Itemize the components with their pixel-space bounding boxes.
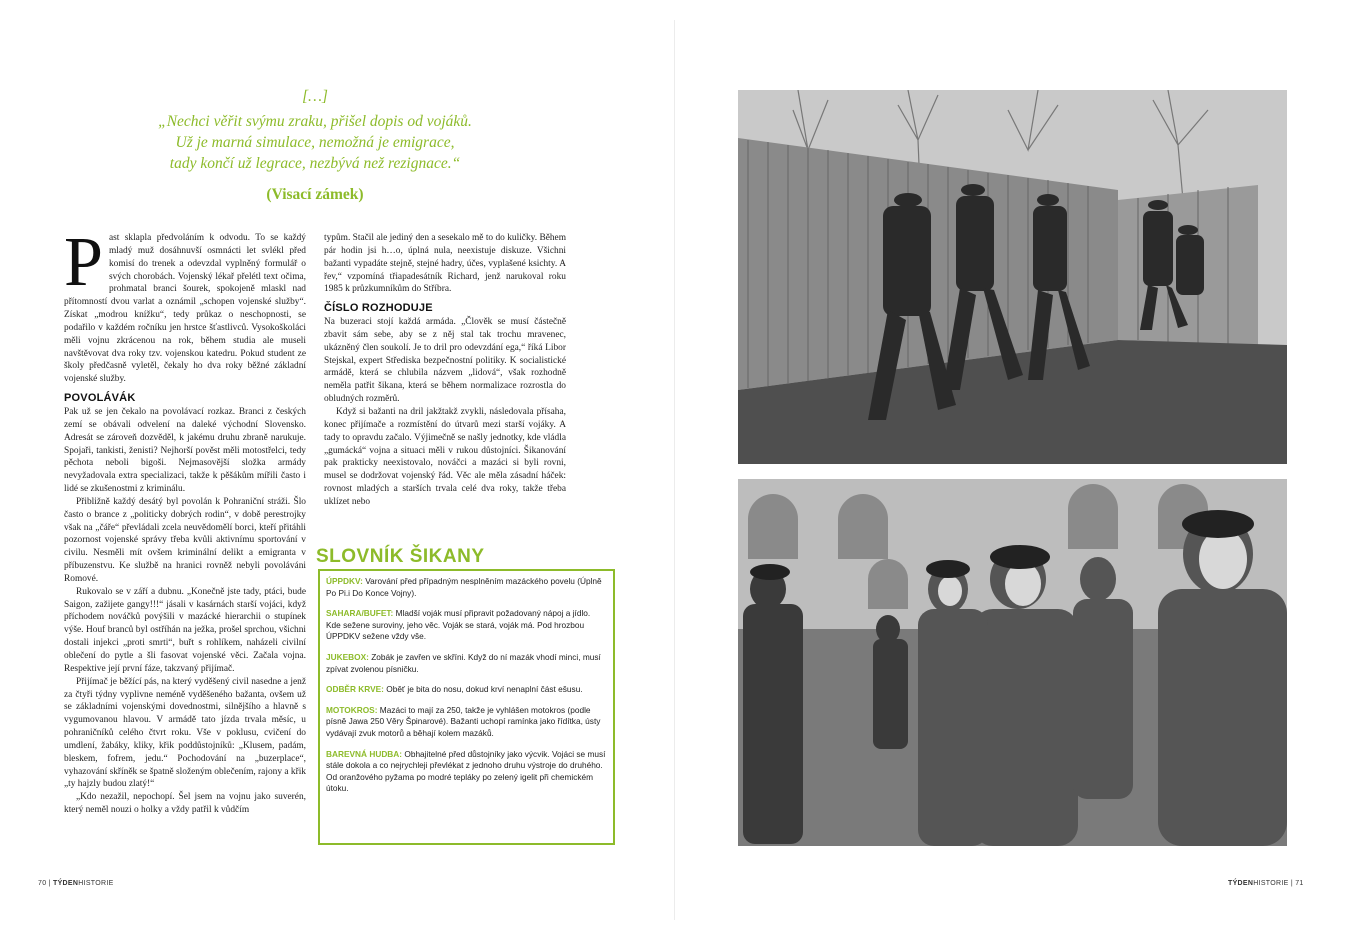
- glossary-term: JUKEBOX:: [326, 651, 369, 662]
- article-column-2: [324, 232, 566, 522]
- section-name: HISTORIE: [78, 880, 114, 887]
- subheading: POVOLÁVÁK: [64, 392, 136, 405]
- subheading: ČÍSLO ROZHODUJE: [324, 302, 433, 315]
- glossary-entry: [326, 652, 607, 675]
- article-paragraph: Pak už se jen čekalo na povolávací rozkaz. Branci z českých zemí se obávali odvelení na daleké východní Slovensko. Adresát se zároveň dozvěděl, k jakému druhu zbraně narukuje. Spojaři, tankisti, ženisti? Nejhorší pověst měli motostřelci, tedy pěchota neboli bigoši. Nejmasovější složka armády nevyžadovala extra specializaci, takže k pěšákům mířili často i lidé se zkušenostmi z kriminálu.: [64, 406, 306, 495]
- article-paragraph: typům. Stačil ale jediný den a sesekalo mě to do kuličky. Během pár hodin jsi h…o, úplná nula, neexistuje diskuze. Všichni bažanti vypadáte stejně, stejné hadry, účes, vyplašené ksichty. A řev,“ vzpomíná třiapadesátník Richard, jenž narukoval roku 1985 k průzkumníkům do Stříbra.: [324, 233, 566, 295]
- article-column-1: [64, 232, 306, 844]
- glossary-definition: Zobák je zavřen ve skříni. Když do ní mazák vhodí minci, musí zpívat zvolenou písničku.: [326, 651, 601, 674]
- glossary-entry: [326, 608, 607, 643]
- photo-soldiers-running-image: [738, 90, 1287, 464]
- page-gutter: [674, 20, 675, 920]
- glossary-entry: [326, 749, 607, 795]
- brand-name: TÝDEN: [53, 880, 79, 887]
- glossary-term: MOTOKROS:: [326, 704, 378, 715]
- photo-recruits-lineup: [738, 479, 1287, 846]
- glossary-term: ODBĚR KRVE:: [326, 684, 384, 695]
- quote-line: tady končí už legrace, nezbývá než rezignace.“: [169, 155, 461, 172]
- quote-line: „Nechci věřit svýmu zraku, přišel dopis od vojáků.: [158, 113, 472, 130]
- page-number: 71: [1295, 880, 1304, 887]
- article-intro: [64, 232, 306, 386]
- glossary-entry: [326, 576, 607, 599]
- quote-source: (Visací zámek): [266, 186, 364, 203]
- brand-name: TÝDEN: [1228, 880, 1254, 887]
- section-name: HISTORIE: [1253, 880, 1289, 887]
- glossary-definition: Obhajitelné před důstojníky jako výcvik. Vojáci se musí stále dokola a co nejrychleji převlékat z jednoho druhu výstroje do druhého. Od oranžového pyžama po modré tepláky po zelený igelit při chemickém útoku.: [326, 748, 606, 794]
- quote-ellipsis: […]: [302, 88, 328, 105]
- photo-recruits-lineup-image: [738, 479, 1287, 846]
- glossary-term: BAREVNÁ HUDBA:: [326, 748, 403, 759]
- drop-cap: P: [64, 232, 103, 301]
- article-paragraph: Přijímač je běžící pás, na který vyděšený civil nasedne a jenž za čtyři týdny vyplivne neméně vyděšeného bažanta, ovšem už se základními vojenskými dovednostmi, silnějšího a hlavně s vygumovanou hlavou. V armádě tato jízda trvala měsíc, u pohraničníků celého čtvrt roku. Vše v poklusu, cvičení do umdlení, žabáky, kliky, křik poddůstojníků: „Klusem, padám, bleskem, fofrem, jedu.“ Pochodování na „buzerplace“, vyhazování skříněk se špatně složeným oblečením, rajony a křik „ty hajzly budou zlatý!“: [64, 676, 306, 790]
- glossary-box: [318, 569, 615, 845]
- glossary-term: ÚPPDKV:: [326, 576, 363, 586]
- article-paragraph: Na buzeraci stojí každá armáda. „Člověk se musí částečně zbavit sám sebe, aby se z něj stal tak trochu mravenec, ukázněný člen soukolí. Je to dril pro odevzdání ega,“ říká Libor Stejskal, expert Střediska bezpečnostní politiky. K socialistické armádě, která se chlubila názvem „lidová“, však rozhodně neměla patřit šikana, která se během normalizace rozrostla do obludných rozměrů.: [324, 317, 566, 405]
- folio-left: 70 | TÝDENHISTORIE: [38, 880, 114, 887]
- article-paragraph: „Kdo nezažil, nepochopí. Šel jsem na vojnu jako suverén, který neměl nouzi o holky a vždy patřil k vůdčím: [64, 792, 306, 816]
- glossary-term: SAHARA/BUFET:: [326, 608, 394, 619]
- intro-text: ast sklapla předvoláním k odvodu. To se každý mladý muž dosáhnuvší osmnácti let svlékl před komisí do trenek a odevzdal vyplněný formulář o svých chorobách. Vojenský lékař přelétl text očima, prohmatal branci šourek, spokojeně mlaskl nad přítomností dvou varlat a oznámil „schopen vojenské služby“. Získat „modrou knížku“, tedy průkaz o neschopnosti, se podařilo v každém ročníku jen hrstce šťastlivců. Vysokoškoláci měli vojnu zkrácenou na rok, během studia ale museli navštěvovat dva roky tzv. vojenskou katedru. Pokud student ze školy předčasně vyletěl, čekaly ho dva roky běžné základní vojenské služby.: [64, 233, 306, 385]
- glossary-definition: Oběť je bita do nosu, dokud krví nenaplní část ešusu.: [386, 684, 583, 695]
- glossary-entry: [326, 705, 607, 740]
- epigraph-quote: [120, 86, 510, 204]
- folio-right: TÝDENHISTORIE | 71: [1228, 880, 1304, 887]
- glossary-entry: [326, 684, 607, 696]
- glossary-definition: Varování před případným nesplněním mazáckého povelu (Úplně Po Pi.i Do Konce Vojny).: [326, 576, 602, 598]
- glossary-definition: Mladší voják musí připravit požadovaný nápoj a jídlo. Kde sežene suroviny, jeho věc. Voják se stará, voják má. Pod hrozbou ÚPPDKV sežene vždy vše.: [326, 608, 591, 642]
- glossary-title: SLOVNÍK ŠIKANY: [316, 546, 485, 567]
- glossary-definition: Mazáci to mají za 250, takže je vyhlášen motokros (podle písně Jawa 250 Věry Špinarové). Bažanti uchopí ramínka jako řídítka, ústy vydávají zvuk motorů a běhají kolem mazáků.: [326, 704, 601, 738]
- quote-line: Už je marná simulace, nemožná je emigrace,: [175, 134, 455, 151]
- page-number: 70: [38, 880, 47, 887]
- photo-soldiers-running: [738, 90, 1287, 464]
- article-paragraph: Rukovalo se v září a dubnu. „Konečně jste tady, ptáci, bude Saigon, zažijete gangy!!!“ jásali v kasárnách starší vojáci, když příchodem nováčků povýšili v mazácké hierarchii o stupínek výše. Houf branců byl ostříhán na ježka, prošel sprchou, všichni dostali injekci „proti smrti“, buřt s rohlíkem, naházeli civilní oblečení do pytle a šli fasovat vojenské věci. Začala vojna. Respektive její první fáze, takzvaný přijímač.: [64, 586, 306, 674]
- article-paragraph: Když si bažanti na dril jakžtakž zvykli, následovala přísaha, konec přijímače a rozmístění do útvarů mezi starší vojáky. A tady to opravdu začalo. Výjimečně se našly jednotky, kde vládla „gumácká“ vojna a situaci měli v rukou důstojníci. Šikanování pak prakticky neexistovalo, nováčci a mazáci si byli rovni, musel se dodržovat vojenský řád. Věc ale měla zásadní háček: rovnost mladých a starších trvala celé dva roky, takže třeba uklízet nebo: [324, 406, 566, 507]
- article-paragraph: Přibližně každý desátý byl povolán k Pohraniční stráži. Šlo často o brance z „politicky dobrých rodin“, v době perestrojky však na „čáře“ převládali zcela neuvědomělí borci, kteří přitáhli pozornost vojenské správy třeba kvůli aktivnímu sportování v civilu. Nesměli mít ovšem kriminální delikt a emigranta v příbuzenstvu. Ke službě na hranici rovněž nebyli povoláváni Romové.: [64, 496, 306, 584]
